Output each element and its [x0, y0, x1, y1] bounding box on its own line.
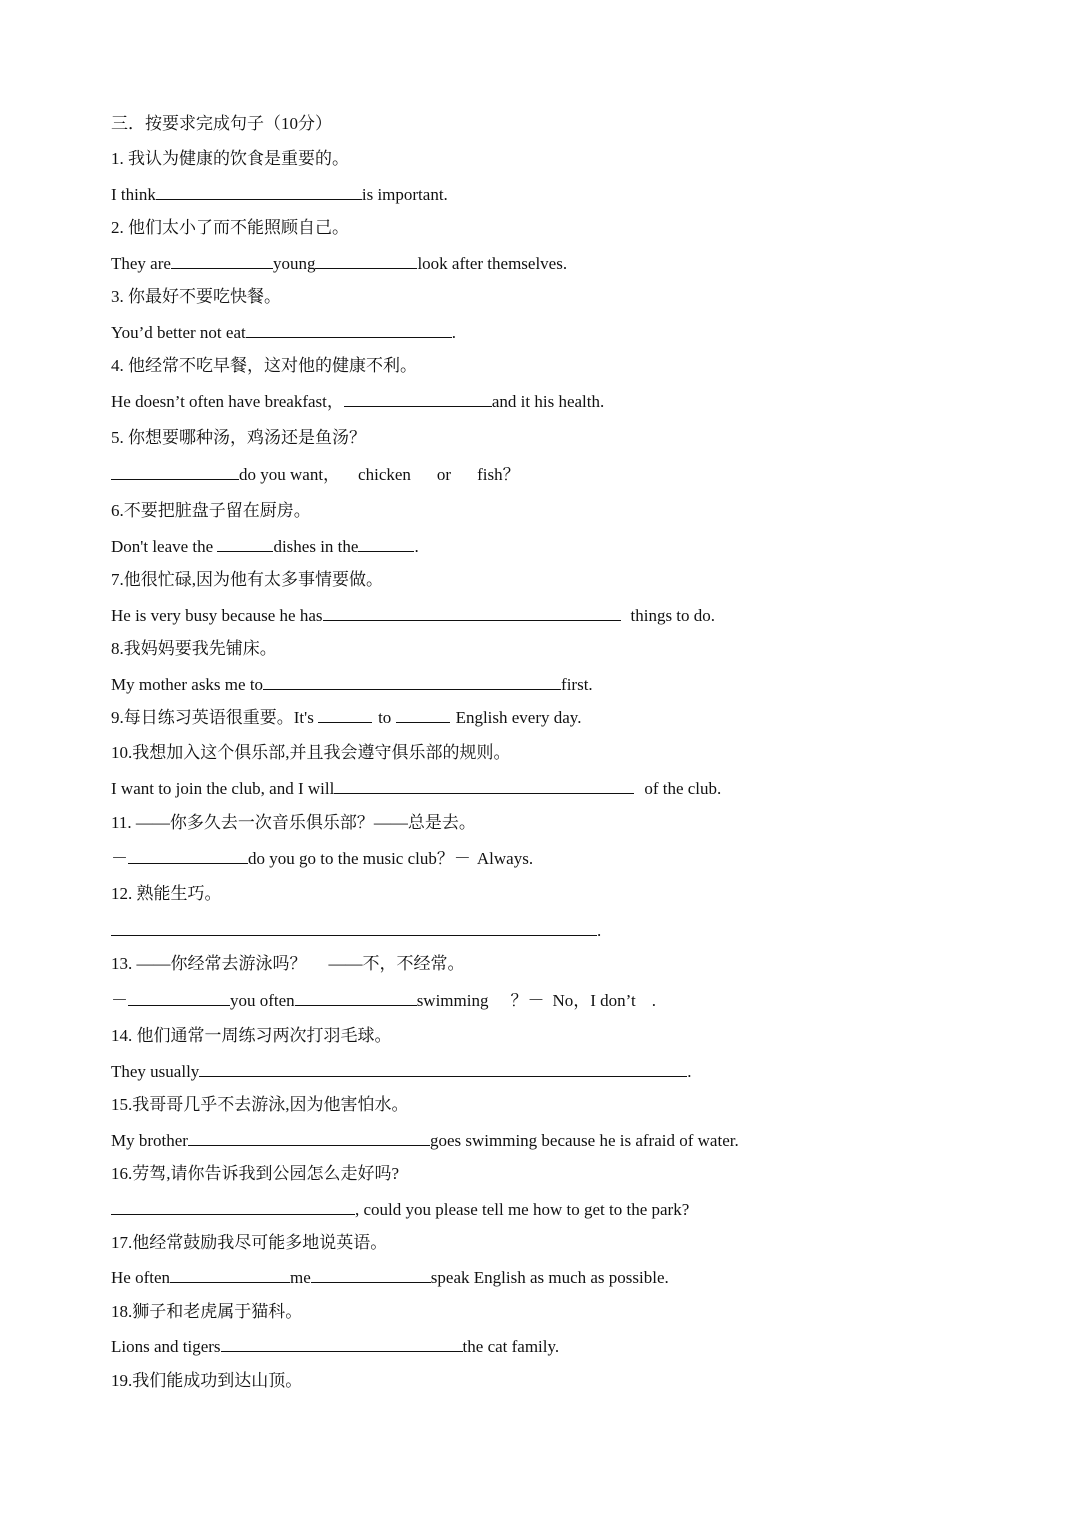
q13-text: you often	[230, 991, 295, 1010]
q4-text: He doesn’t often have breakfast，	[111, 392, 344, 411]
q4-text: and it his health.	[491, 392, 605, 411]
question-3-chinese: 3. 你最好不要吃快餐。	[111, 287, 281, 306]
q13-text: swimming	[416, 991, 489, 1010]
q12-text: .	[597, 921, 602, 940]
q9-blank-2[interactable]	[396, 707, 450, 723]
section-title: 三．按要求完成句子（10分）	[111, 114, 332, 133]
question-5-chinese: 5. 你想要哪种汤，鸡汤还是鱼汤？	[111, 428, 366, 447]
q1-text: is important.	[361, 185, 448, 204]
question-13-english	[111, 990, 656, 1012]
q3-text: You’d better not eat	[111, 323, 246, 342]
q8-blank-1[interactable]	[263, 674, 561, 690]
q3-blank-1[interactable]	[246, 322, 452, 338]
q16-blank-1[interactable]	[111, 1199, 355, 1215]
question-2-chinese: 2. 他们太小了而不能照顾自己。	[111, 218, 349, 237]
q3-text: .	[451, 323, 456, 342]
q9-blank-1[interactable]	[318, 707, 372, 723]
q9-chinese: 9.每日练习英语很重要。	[111, 708, 294, 727]
q16-text: , could you please tell me how to get to the park?	[355, 1200, 690, 1219]
question-10-chinese: 10.我想加入这个俱乐部,并且我会遵守俱乐部的规则。	[111, 743, 511, 762]
question-11-english	[111, 848, 533, 870]
question-17-chinese: 17.他经常鼓励我尽可能多地说英语。	[111, 1233, 388, 1252]
q17-blank-1[interactable]	[170, 1267, 290, 1283]
q11-blank-1[interactable]	[128, 848, 248, 864]
q13-text: .	[651, 991, 656, 1010]
q5-text: or	[436, 465, 452, 484]
question-10-english	[111, 778, 721, 800]
q5-text: chicken	[358, 465, 411, 484]
question-7-english	[111, 605, 715, 627]
question-17-english	[111, 1267, 669, 1289]
q14-text: They usually	[111, 1062, 200, 1081]
question-1-english	[111, 184, 448, 206]
q2-text: look after themselves.	[417, 254, 568, 273]
q5-blank-1[interactable]	[111, 464, 239, 480]
q4-blank-1[interactable]	[344, 391, 492, 407]
q13-text: ？－	[510, 991, 545, 1010]
q10-blank-1[interactable]	[334, 778, 634, 794]
question-4-chinese: 4. 他经常不吃早餐，这对他的健康不利。	[111, 356, 417, 375]
question-14-chinese: 14. 他们通常一周练习两次打羽毛球。	[111, 1026, 392, 1045]
q17-text: speak English as much as possible.	[430, 1268, 669, 1287]
q6-blank-2[interactable]	[358, 536, 414, 552]
q11-text: Always.	[476, 849, 534, 868]
q7-text: He is very busy because he has	[111, 606, 323, 625]
question-12-english	[111, 920, 601, 942]
q2-text: They are	[111, 254, 171, 273]
question-6-chinese: 6.不要把脏盘子留在厨房。	[111, 501, 311, 520]
question-13-chinese	[111, 953, 465, 975]
q6-blank-1[interactable]	[217, 536, 273, 552]
question-14-english	[111, 1061, 692, 1083]
question-8-chinese: 8.我妈妈要我先铺床。	[111, 639, 277, 658]
q8-text: first.	[561, 675, 593, 694]
q14-blank-1[interactable]	[199, 1061, 687, 1077]
q10-text: of the club.	[644, 779, 722, 798]
q18-text: Lions and tigers	[111, 1337, 221, 1356]
q5-text: do you want，	[239, 465, 341, 484]
q9-text: to	[378, 708, 396, 727]
q18-blank-1[interactable]	[221, 1336, 463, 1352]
q6-text: dishes in the	[273, 537, 359, 556]
question-18-english	[111, 1336, 559, 1358]
question-9	[111, 707, 581, 729]
question-11-chinese: 11. ——你多久去一次音乐俱乐部？——总是去。	[111, 813, 476, 832]
question-16-english	[111, 1199, 689, 1221]
question-6-english	[111, 536, 419, 558]
question-7-chinese: 7.他很忙碌,因为他有太多事情要做。	[111, 570, 383, 589]
question-2-english	[111, 253, 567, 275]
question-5-english	[111, 464, 520, 486]
q7-blank-1[interactable]	[323, 605, 621, 621]
q7-text: things to do.	[630, 606, 716, 625]
q9-text: It's	[293, 708, 319, 727]
q13-chinese-part-2: ——不，不经常。	[328, 954, 465, 973]
q13-blank-2[interactable]	[295, 990, 417, 1006]
q13-blank-1[interactable]	[128, 990, 230, 1006]
q8-text: My mother asks me to	[111, 675, 264, 694]
q13-chinese-part-1: 13. ——你经常去游泳吗？	[111, 954, 307, 973]
q17-text: He often	[111, 1268, 171, 1287]
q1-text: I think	[111, 185, 156, 204]
q10-text: I want to join the club, and I will	[111, 779, 335, 798]
q2-blank-1[interactable]	[171, 253, 273, 269]
question-4-english	[111, 391, 604, 413]
q6-text: .	[414, 537, 419, 556]
q6-text: Don't leave the	[111, 537, 218, 556]
q1-blank-1[interactable]	[156, 184, 362, 200]
q17-text: me	[290, 1268, 311, 1287]
question-18-chinese: 18.狮子和老虎属于猫科。	[111, 1302, 303, 1321]
q12-blank-1[interactable]	[111, 920, 597, 936]
question-1-chinese: 1. 我认为健康的饮食是重要的。	[111, 149, 349, 168]
q15-text: goes swimming because he is afraid of water.	[429, 1131, 739, 1150]
q14-text: .	[687, 1062, 692, 1081]
q9-text: English every day.	[455, 708, 582, 727]
question-12-chinese: 12. 熟能生巧。	[111, 884, 222, 903]
q13-text: －	[111, 991, 128, 1010]
question-16-chinese: 16.劳驾,请你告诉我到公园怎么走好吗?	[111, 1164, 400, 1183]
question-8-english	[111, 674, 593, 696]
q5-text: fish？	[477, 465, 520, 484]
q15-text: My brother	[111, 1131, 188, 1150]
q18-text: the cat family.	[462, 1337, 560, 1356]
q11-text: －	[111, 849, 128, 868]
q15-blank-1[interactable]	[188, 1130, 430, 1146]
q17-blank-2[interactable]	[311, 1267, 431, 1283]
q11-text: do you go to the music club？－	[248, 849, 471, 868]
question-19-chinese: 19.我们能成功到达山顶。	[111, 1371, 303, 1390]
question-15-chinese: 15.我哥哥几乎不去游泳,因为他害怕水。	[111, 1095, 409, 1114]
question-3-english	[111, 322, 456, 344]
q2-text: young	[272, 254, 316, 273]
q2-blank-2[interactable]	[315, 253, 417, 269]
question-15-english	[111, 1130, 739, 1152]
q13-text: No，I don’t	[552, 991, 636, 1010]
